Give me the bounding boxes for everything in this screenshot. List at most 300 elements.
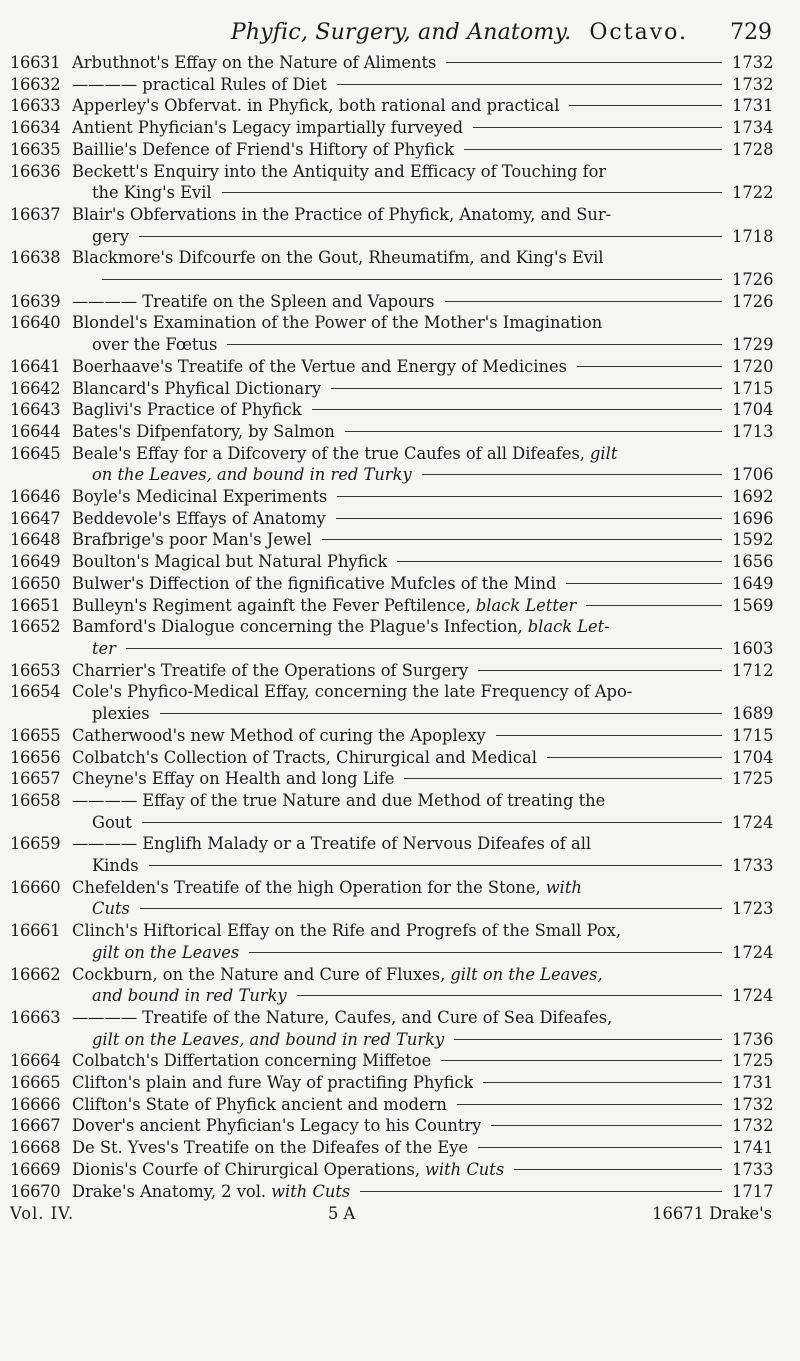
entry-title: Blancard's Phyfical Dictionary xyxy=(72,378,322,398)
entry-line xyxy=(72,1181,772,1203)
entry-line xyxy=(72,1029,772,1051)
entry-line xyxy=(72,52,772,74)
entry-number: 16668 xyxy=(10,1138,61,1158)
entry-title: Beale's Effay for a Difcovery of the true Caufes of all Difeafes, xyxy=(72,443,585,463)
entry-title: ———— Treatife on the Spleen and Vapours xyxy=(72,291,435,311)
leader-rule xyxy=(345,431,722,432)
leader-rule xyxy=(566,583,722,584)
entry-body xyxy=(72,790,772,833)
catalogue-entry xyxy=(10,616,772,659)
entry-title: Colbatch's Collection of Tracts, Chirurgical and Medical xyxy=(72,747,537,767)
entry-year: 1649 xyxy=(732,573,774,593)
catalogue-entry xyxy=(10,833,772,876)
entry-title: ———— Effay of the true Nature and due Method of treating the xyxy=(72,790,606,810)
catalogue-entry xyxy=(10,1007,772,1050)
entry-title: Kinds xyxy=(92,856,139,876)
catalogue-entry xyxy=(10,768,772,790)
entry-title: plexies xyxy=(92,704,150,724)
entry-binding-note: black Letter xyxy=(475,595,577,615)
entry-year: 1728 xyxy=(732,139,774,159)
entry-body xyxy=(72,747,772,769)
catalogue-entry xyxy=(10,920,772,963)
entry-line xyxy=(72,226,772,248)
entry-line xyxy=(72,161,772,183)
entry-line xyxy=(72,964,772,986)
catalogue-entry xyxy=(10,964,772,1007)
entry-body xyxy=(72,312,772,355)
entry-number: 16646 xyxy=(10,487,61,507)
leader-rule xyxy=(441,1060,722,1061)
leader-rule xyxy=(139,236,722,237)
entry-binding-note: with xyxy=(545,877,582,897)
entry-number: 16664 xyxy=(10,1051,61,1071)
entry-year: 1734 xyxy=(732,118,774,138)
catalogue-entry xyxy=(10,660,772,682)
entry-line xyxy=(72,1115,772,1137)
catalogue-entry xyxy=(10,486,772,508)
leader-rule xyxy=(422,474,722,475)
entry-year: 1718 xyxy=(732,226,774,246)
entry-line xyxy=(72,74,772,96)
entry-title: over the Fœtus xyxy=(92,335,218,355)
leader-rule xyxy=(312,409,722,410)
catalogue-entry xyxy=(10,204,772,247)
entry-title: Dover's ancient Phyfician's Legacy to his Country xyxy=(72,1116,482,1136)
entry-year: 1592 xyxy=(732,530,774,550)
entry-number: 16650 xyxy=(10,573,61,593)
entry-line xyxy=(72,95,772,117)
entry-line xyxy=(72,443,772,465)
entry-title: Cheyne's Effay on Health and long Life xyxy=(72,769,395,789)
entry-year: 1725 xyxy=(732,1051,774,1071)
entry-number: 16666 xyxy=(10,1094,61,1114)
entry-title: Arbuthnot's Effay on the Nature of Aliments xyxy=(72,53,437,72)
entry-line xyxy=(72,616,772,638)
catalogue-entry xyxy=(10,877,772,920)
entry-title: Bates's Difpenfatory, by Salmon xyxy=(72,421,335,441)
page-header xyxy=(10,20,772,50)
entry-line xyxy=(72,464,772,486)
entry-title: Catherwood's new Method of curing the Apoplexy xyxy=(72,725,486,745)
leader-rule xyxy=(337,496,722,497)
entry-line xyxy=(72,833,772,855)
entry-year: 1729 xyxy=(732,335,774,355)
entry-binding-note: gilt xyxy=(589,443,618,463)
catalogue-entry xyxy=(10,508,772,530)
page-footer xyxy=(10,1204,772,1224)
catalogue-entries xyxy=(10,52,772,1202)
entry-line xyxy=(72,898,772,920)
entry-line xyxy=(72,703,772,725)
entry-number: 16644 xyxy=(10,421,61,441)
entry-title: Brafbrige's poor Man's Jewel xyxy=(72,530,312,550)
leader-rule xyxy=(149,865,722,866)
entry-line xyxy=(72,486,772,508)
entry-title: ———— Treatife of the Nature, Caufes, and Cure of Sea Difeafes, xyxy=(72,1007,613,1027)
entry-number: 16667 xyxy=(10,1116,61,1136)
entry-number: 16633 xyxy=(10,96,61,116)
entry-year: 1732 xyxy=(732,1094,774,1114)
format-label: Octavo. xyxy=(589,20,688,45)
entry-line xyxy=(72,508,772,530)
catalogue-entry xyxy=(10,1159,772,1181)
catalogue-entry xyxy=(10,443,772,486)
leader-rule xyxy=(397,561,722,562)
entry-body xyxy=(72,1137,772,1159)
leader-rule xyxy=(478,1147,722,1148)
entry-body xyxy=(72,508,772,530)
catchword: 16671 Drake's xyxy=(652,1204,772,1224)
entry-year: 1712 xyxy=(732,660,774,680)
leader-rule xyxy=(464,149,722,150)
entry-title: Cole's Phyfico-Medical Effay, concerning the late Frequency of Apo- xyxy=(72,682,633,702)
entry-line xyxy=(72,399,772,421)
leader-rule xyxy=(446,62,722,63)
entry-year: 1715 xyxy=(732,378,774,398)
leader-rule xyxy=(160,713,722,714)
entry-line xyxy=(72,334,772,356)
leader-rule xyxy=(249,952,722,953)
entry-year: 1704 xyxy=(732,400,774,420)
entry-binding-note: on the Leaves, and bound in red Turky xyxy=(92,465,412,485)
entry-body xyxy=(72,1094,772,1116)
catalogue-entry xyxy=(10,247,772,290)
entry-number: 16632 xyxy=(10,74,61,94)
entry-year: 1603 xyxy=(732,638,774,658)
entry-body xyxy=(72,1115,772,1137)
entry-line xyxy=(72,247,772,269)
entry-binding-note: Cuts xyxy=(92,899,130,919)
catalogue-entry xyxy=(10,291,772,313)
entry-year: 1726 xyxy=(732,291,774,311)
leader-rule xyxy=(222,192,722,193)
entry-body xyxy=(72,725,772,747)
leader-rule xyxy=(496,735,722,736)
catalogue-entry xyxy=(10,74,772,96)
entry-line xyxy=(72,139,772,161)
entry-body xyxy=(72,139,772,161)
leader-rule xyxy=(297,995,722,996)
entry-body xyxy=(72,1159,772,1181)
entry-year: 1725 xyxy=(732,769,774,789)
entry-number: 16641 xyxy=(10,356,61,376)
entry-body xyxy=(72,52,772,74)
entry-line xyxy=(72,1050,772,1072)
leader-rule xyxy=(569,105,722,106)
entry-number: 16645 xyxy=(10,443,61,463)
entry-number: 16655 xyxy=(10,725,61,745)
leader-rule xyxy=(337,84,722,85)
entry-line xyxy=(72,551,772,573)
entry-body xyxy=(72,1050,772,1072)
entry-line xyxy=(72,421,772,443)
catalogue-entry xyxy=(10,356,772,378)
catalogue-entry xyxy=(10,52,772,74)
entry-line xyxy=(72,790,772,812)
entry-body xyxy=(72,421,772,443)
entry-title: Boyle's Medicinal Experiments xyxy=(72,487,328,507)
entry-year: 1696 xyxy=(732,508,774,528)
entry-title: Baglivi's Practice of Phyfick xyxy=(72,400,302,420)
entry-title: Antient Phyfician's Legacy impartially furveyed xyxy=(72,118,464,138)
entry-title: ———— Englifh Malady or a Treatife of Nervous Difeafes of all xyxy=(72,834,592,854)
entry-line xyxy=(72,1159,772,1181)
catalogue-entry xyxy=(10,1050,772,1072)
catalogue-entry xyxy=(10,95,772,117)
entry-number: 16661 xyxy=(10,921,61,941)
entry-title: Bamford's Dialogue concerning the Plague's Infection, xyxy=(72,617,523,637)
entry-title: Clifton's plain and fure Way of practifing Phyfick xyxy=(72,1073,474,1093)
entry-title: De St. Yves's Treatife on the Difeafes of the Eye xyxy=(72,1138,469,1158)
entry-year: 1731 xyxy=(732,96,774,116)
entry-number: 16637 xyxy=(10,204,61,224)
entry-year: 1723 xyxy=(732,899,774,919)
entry-line xyxy=(72,1137,772,1159)
leader-rule xyxy=(322,539,722,540)
leader-rule xyxy=(360,1191,722,1192)
entry-line xyxy=(72,1072,772,1094)
catalogue-entry xyxy=(10,421,772,443)
entry-number: 16660 xyxy=(10,877,61,897)
entry-binding-note: gilt on the Leaves, xyxy=(450,964,603,984)
entry-binding-note: black Let- xyxy=(527,617,610,637)
entry-line xyxy=(72,877,772,899)
leader-rule xyxy=(473,127,722,128)
catalogue-entry xyxy=(10,161,772,204)
entry-title: gery xyxy=(92,226,130,246)
leader-rule xyxy=(445,301,723,302)
entry-title: Boulton's Magical but Natural Phyfick xyxy=(72,552,388,572)
entry-body xyxy=(72,161,772,204)
entry-title: Cockburn, on the Nature and Cure of Fluxes, xyxy=(72,964,446,984)
entry-line xyxy=(72,117,772,139)
entry-body xyxy=(72,529,772,551)
entry-year: 1656 xyxy=(732,552,774,572)
catalogue-entry xyxy=(10,1094,772,1116)
entry-year: 1724 xyxy=(732,812,774,832)
entry-number: 16665 xyxy=(10,1073,61,1093)
leader-rule xyxy=(331,388,722,389)
entry-line xyxy=(72,182,772,204)
entry-title: Blondel's Examination of the Power of the Mother's Imagination xyxy=(72,313,603,333)
entry-title: Beckett's Enquiry into the Antiquity and Efficacy of Touching for xyxy=(72,161,607,181)
entry-title: Blackmore's Difcourfe on the Gout, Rheumatifm, and King's Evil xyxy=(72,248,604,268)
entry-line xyxy=(72,812,772,834)
entry-binding-note: gilt on the Leaves, and bound in red Turky xyxy=(92,1029,445,1049)
entry-title: Bulleyn's Regiment againft the Fever Peftilence, xyxy=(72,595,471,615)
catalogue-entry xyxy=(10,139,772,161)
signature-mark: 5 A xyxy=(328,1204,356,1224)
entry-line xyxy=(72,1094,772,1116)
entry-title: ———— practical Rules of Diet xyxy=(72,74,327,94)
entry-number: 16662 xyxy=(10,964,61,984)
entry-body xyxy=(72,74,772,96)
entry-number: 16638 xyxy=(10,248,61,268)
entry-body xyxy=(72,1007,772,1050)
entry-body xyxy=(72,247,772,290)
entry-body xyxy=(72,486,772,508)
entry-year: 1724 xyxy=(732,942,774,962)
catalogue-entry xyxy=(10,312,772,355)
leader-rule xyxy=(404,778,722,779)
volume-label: Vol. IV. xyxy=(10,1204,75,1224)
entry-year: 1706 xyxy=(732,465,774,485)
entry-body xyxy=(72,378,772,400)
entry-number: 16631 xyxy=(10,53,61,72)
catalogue-entry xyxy=(10,1181,772,1203)
leader-rule xyxy=(454,1039,722,1040)
entry-line xyxy=(72,291,772,313)
entry-body xyxy=(72,833,772,876)
entry-line xyxy=(72,768,772,790)
leader-rule xyxy=(547,757,722,758)
entry-title: Dionis's Courfe of Chirurgical Operations, xyxy=(72,1159,420,1179)
leader-rule xyxy=(142,822,722,823)
entry-line xyxy=(72,529,772,551)
entry-title: Blair's Obfervations in the Practice of Phyfick, Anatomy, and Sur- xyxy=(72,204,612,224)
entry-number: 16642 xyxy=(10,378,61,398)
entry-title: Apperley's Obfervat. in Phyfick, both rational and practical xyxy=(72,96,560,116)
entry-body xyxy=(72,964,772,1007)
catalogue-entry xyxy=(10,529,772,551)
entry-body xyxy=(72,551,772,573)
entry-number: 16634 xyxy=(10,118,61,138)
entry-number: 16643 xyxy=(10,400,61,420)
entry-title: Clinch's Hiftorical Effay on the Rife and Progrefs of the Small Pox, xyxy=(72,921,621,941)
entry-body xyxy=(72,1072,772,1094)
entry-number: 16640 xyxy=(10,313,61,333)
entry-line xyxy=(72,747,772,769)
leader-rule xyxy=(126,648,722,649)
entry-year: 1733 xyxy=(732,1159,774,1179)
catalogue-entry xyxy=(10,399,772,421)
entry-line xyxy=(72,204,772,226)
entry-line xyxy=(72,378,772,400)
entry-body xyxy=(72,573,772,595)
entry-binding-note: with Cuts xyxy=(425,1159,505,1179)
entry-line xyxy=(72,269,772,291)
entry-year: 1731 xyxy=(732,1073,774,1093)
entry-line xyxy=(72,660,772,682)
entry-year: 1715 xyxy=(732,725,774,745)
entry-body xyxy=(72,877,772,920)
leader-rule xyxy=(227,344,722,345)
entry-binding-note: with Cuts xyxy=(271,1181,351,1201)
leader-rule xyxy=(491,1125,722,1126)
entry-title: Colbatch's Differtation concerning Miffetoe xyxy=(72,1051,432,1071)
entry-line xyxy=(72,725,772,747)
entry-title: Boerhaave's Treatife of the Vertue and Energy of Medicines xyxy=(72,356,567,376)
entry-year: 1736 xyxy=(732,1029,774,1049)
entry-year: 1704 xyxy=(732,747,774,767)
entry-body xyxy=(72,1181,772,1203)
entry-number: 16648 xyxy=(10,530,61,550)
entry-line xyxy=(72,855,772,877)
entry-number: 16658 xyxy=(10,790,61,810)
leader-rule xyxy=(102,279,722,280)
leader-rule xyxy=(478,670,722,671)
entry-line xyxy=(72,312,772,334)
catalogue-entry xyxy=(10,117,772,139)
catalogue-entry xyxy=(10,790,772,833)
entry-number: 16670 xyxy=(10,1181,61,1201)
entry-year: 1741 xyxy=(732,1138,774,1158)
entry-line xyxy=(72,985,772,1007)
entry-title: Gout xyxy=(92,812,132,832)
entry-number: 16649 xyxy=(10,552,61,572)
entry-year: 1732 xyxy=(732,74,774,94)
entry-year: 1732 xyxy=(732,1116,774,1136)
entry-title: Charrier's Treatife of the Operations of Surgery xyxy=(72,660,469,680)
entry-number: 16656 xyxy=(10,747,61,767)
entry-year: 1732 xyxy=(732,53,774,72)
leader-rule xyxy=(586,605,722,606)
catalogue-entry xyxy=(10,378,772,400)
entry-year: 1724 xyxy=(732,986,774,1006)
entry-body xyxy=(72,768,772,790)
catalogue-entry xyxy=(10,747,772,769)
entry-body xyxy=(72,660,772,682)
entry-number: 16659 xyxy=(10,834,61,854)
entry-number: 16663 xyxy=(10,1007,61,1027)
entry-number: 16639 xyxy=(10,291,61,311)
entry-line xyxy=(72,681,772,703)
entry-title: Drake's Anatomy, 2 vol. xyxy=(72,1181,267,1201)
catalogue-entry xyxy=(10,1137,772,1159)
entry-line xyxy=(72,356,772,378)
catalogue-entry xyxy=(10,573,772,595)
entry-body xyxy=(72,399,772,421)
entry-year: 1722 xyxy=(732,183,774,203)
entry-line xyxy=(72,595,772,617)
entry-number: 16669 xyxy=(10,1159,61,1179)
entry-body xyxy=(72,117,772,139)
catalogue-entry xyxy=(10,595,772,617)
entry-body xyxy=(72,291,772,313)
leader-rule xyxy=(336,518,722,519)
entry-binding-note: and bound in red Turky xyxy=(92,986,287,1006)
entry-body xyxy=(72,356,772,378)
entry-title: Baillie's Defence of Friend's Hiftory of Phyfick xyxy=(72,139,455,159)
entry-year: 1689 xyxy=(732,704,774,724)
entry-binding-note: gilt on the Leaves xyxy=(92,942,240,962)
entry-number: 16657 xyxy=(10,769,61,789)
leader-rule xyxy=(514,1169,722,1170)
entry-title: Beddevole's Effays of Anatomy xyxy=(72,508,326,528)
running-title: Phyfic, Surgery, and Anatomy. xyxy=(230,20,572,45)
leader-rule xyxy=(140,908,722,909)
entry-year: 1717 xyxy=(732,1181,774,1201)
entry-binding-note: ter xyxy=(92,638,116,658)
entry-line xyxy=(72,1007,772,1029)
entry-year: 1569 xyxy=(732,595,774,615)
entry-year: 1692 xyxy=(732,487,774,507)
entry-body xyxy=(72,443,772,486)
leader-rule xyxy=(483,1082,722,1083)
leader-rule xyxy=(577,366,722,367)
entry-year: 1733 xyxy=(732,856,774,876)
catalogue-entry xyxy=(10,725,772,747)
entry-body xyxy=(72,204,772,247)
entry-line xyxy=(72,942,772,964)
entry-title: Chefelden's Treatife of the high Operation for the Stone, xyxy=(72,877,541,897)
entry-title: the King's Evil xyxy=(92,183,212,203)
entry-line xyxy=(72,573,772,595)
entry-body xyxy=(72,920,772,963)
catalogue-entry xyxy=(10,1072,772,1094)
page-number: 729 xyxy=(730,20,772,45)
entry-body xyxy=(72,95,772,117)
